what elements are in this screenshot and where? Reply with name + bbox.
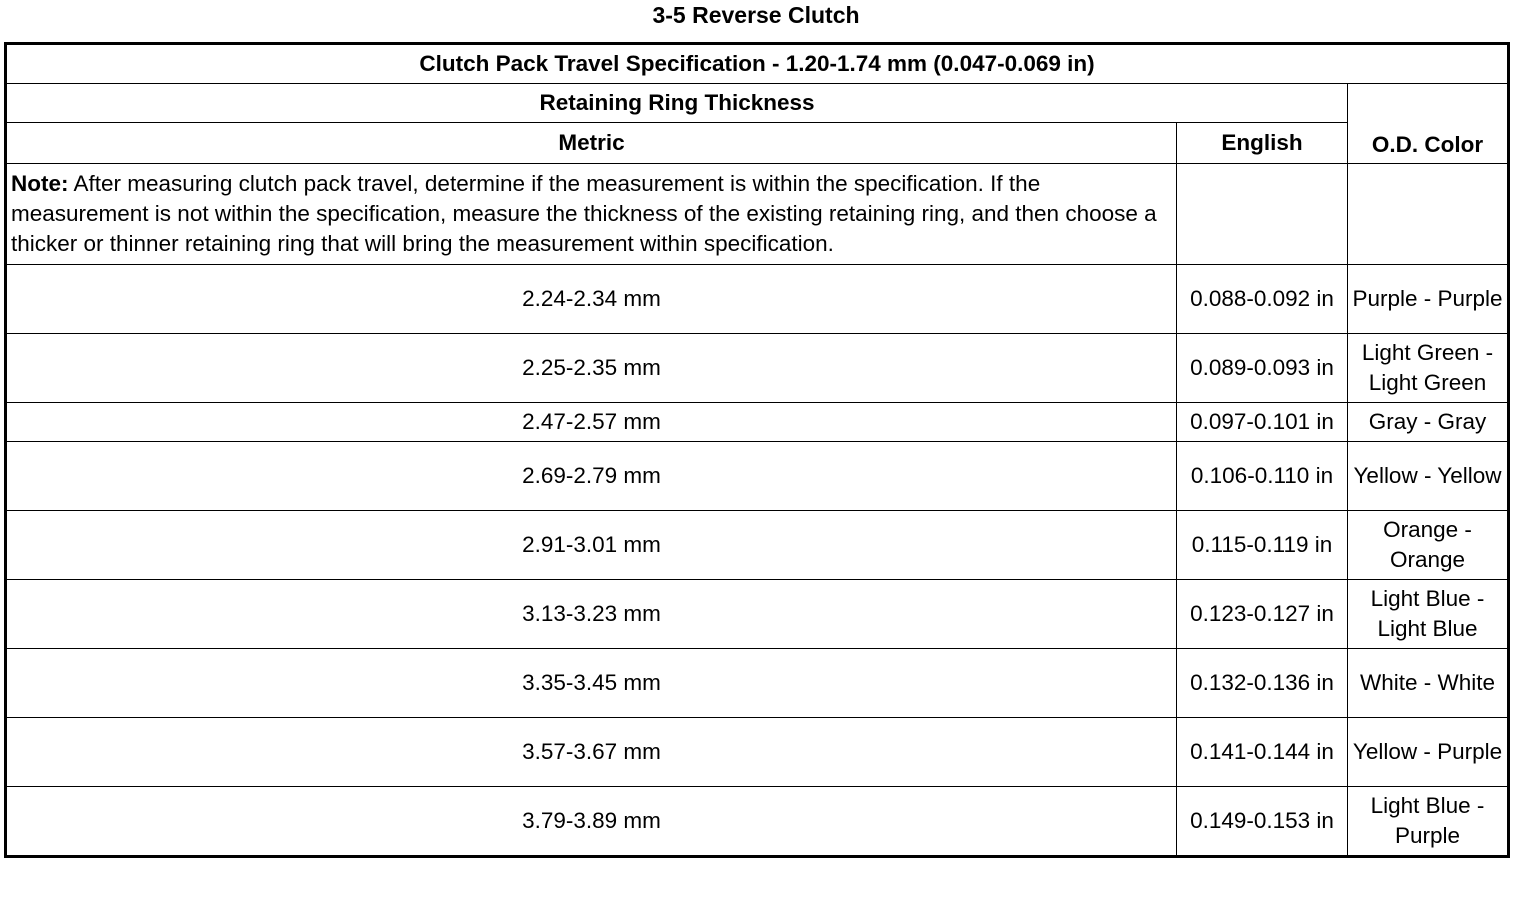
metric-cell: 3.57-3.67 mm bbox=[6, 718, 1177, 787]
group-header-row bbox=[6, 84, 1509, 123]
english-column-header: English bbox=[1177, 123, 1348, 164]
column-header-row bbox=[6, 123, 1509, 164]
metric-cell: 2.25-2.35 mm bbox=[6, 334, 1177, 403]
metric-cell: 2.91-3.01 mm bbox=[6, 511, 1177, 580]
note-empty-color bbox=[1348, 164, 1509, 265]
english-cell: 0.132-0.136 in bbox=[1177, 649, 1348, 718]
metric-cell: 2.47-2.57 mm bbox=[6, 403, 1177, 442]
note-empty-english bbox=[1177, 164, 1348, 265]
english-cell: 0.097-0.101 in bbox=[1177, 403, 1348, 442]
table-row bbox=[6, 265, 1509, 334]
table-row bbox=[6, 403, 1509, 442]
english-cell: 0.088-0.092 in bbox=[1177, 265, 1348, 334]
color-cell: Orange - Orange bbox=[1348, 511, 1509, 580]
english-cell: 0.141-0.144 in bbox=[1177, 718, 1348, 787]
note-row bbox=[6, 164, 1509, 265]
spec-header: Clutch Pack Travel Specification - 1.20-1.74 mm (0.047-0.069 in) bbox=[6, 44, 1509, 84]
table-row bbox=[6, 580, 1509, 649]
table-row bbox=[6, 718, 1509, 787]
table-row bbox=[6, 442, 1509, 511]
color-cell: Light Green - Light Green bbox=[1348, 334, 1509, 403]
table-body bbox=[6, 44, 1509, 857]
note-label: Note: bbox=[11, 171, 69, 196]
color-cell: White - White bbox=[1348, 649, 1509, 718]
color-cell: Light Blue - Purple bbox=[1348, 787, 1509, 857]
color-cell: Gray - Gray bbox=[1348, 403, 1509, 442]
metric-cell: 2.24-2.34 mm bbox=[6, 265, 1177, 334]
metric-column-header: Metric bbox=[6, 123, 1177, 164]
page-title: 3-5 Reverse Clutch bbox=[652, 2, 860, 28]
retaining-ring-table bbox=[4, 42, 1510, 858]
metric-cell: 2.69-2.79 mm bbox=[6, 442, 1177, 511]
metric-cell: 3.35-3.45 mm bbox=[6, 649, 1177, 718]
table-row bbox=[6, 787, 1509, 857]
color-cell: Purple - Purple bbox=[1348, 265, 1509, 334]
english-cell: 0.089-0.093 in bbox=[1177, 334, 1348, 403]
metric-cell: 3.13-3.23 mm bbox=[6, 580, 1177, 649]
english-cell: 0.123-0.127 in bbox=[1177, 580, 1348, 649]
note-cell bbox=[6, 164, 1177, 265]
table-row bbox=[6, 334, 1509, 403]
table-row bbox=[6, 649, 1509, 718]
color-cell: Yellow - Purple bbox=[1348, 718, 1509, 787]
color-cell: Light Blue - Light Blue bbox=[1348, 580, 1509, 649]
english-cell: 0.115-0.119 in bbox=[1177, 511, 1348, 580]
metric-cell: 3.79-3.89 mm bbox=[6, 787, 1177, 857]
spec-header-row bbox=[6, 44, 1509, 84]
group-header: Retaining Ring Thickness bbox=[6, 84, 1348, 123]
note-text: After measuring clutch pack travel, determine if the measurement is within the specification. If the measurement is not within the specification, measure the thickness of the existing retaining ring, and then choose a thicker or thinner retaining ring that will bring the measurement within specification. bbox=[11, 171, 1157, 256]
color-column-header: O.D. Color bbox=[1348, 84, 1509, 164]
table-row bbox=[6, 511, 1509, 580]
color-cell: Yellow - Yellow bbox=[1348, 442, 1509, 511]
english-cell: 0.149-0.153 in bbox=[1177, 787, 1348, 857]
english-cell: 0.106-0.110 in bbox=[1177, 442, 1348, 511]
